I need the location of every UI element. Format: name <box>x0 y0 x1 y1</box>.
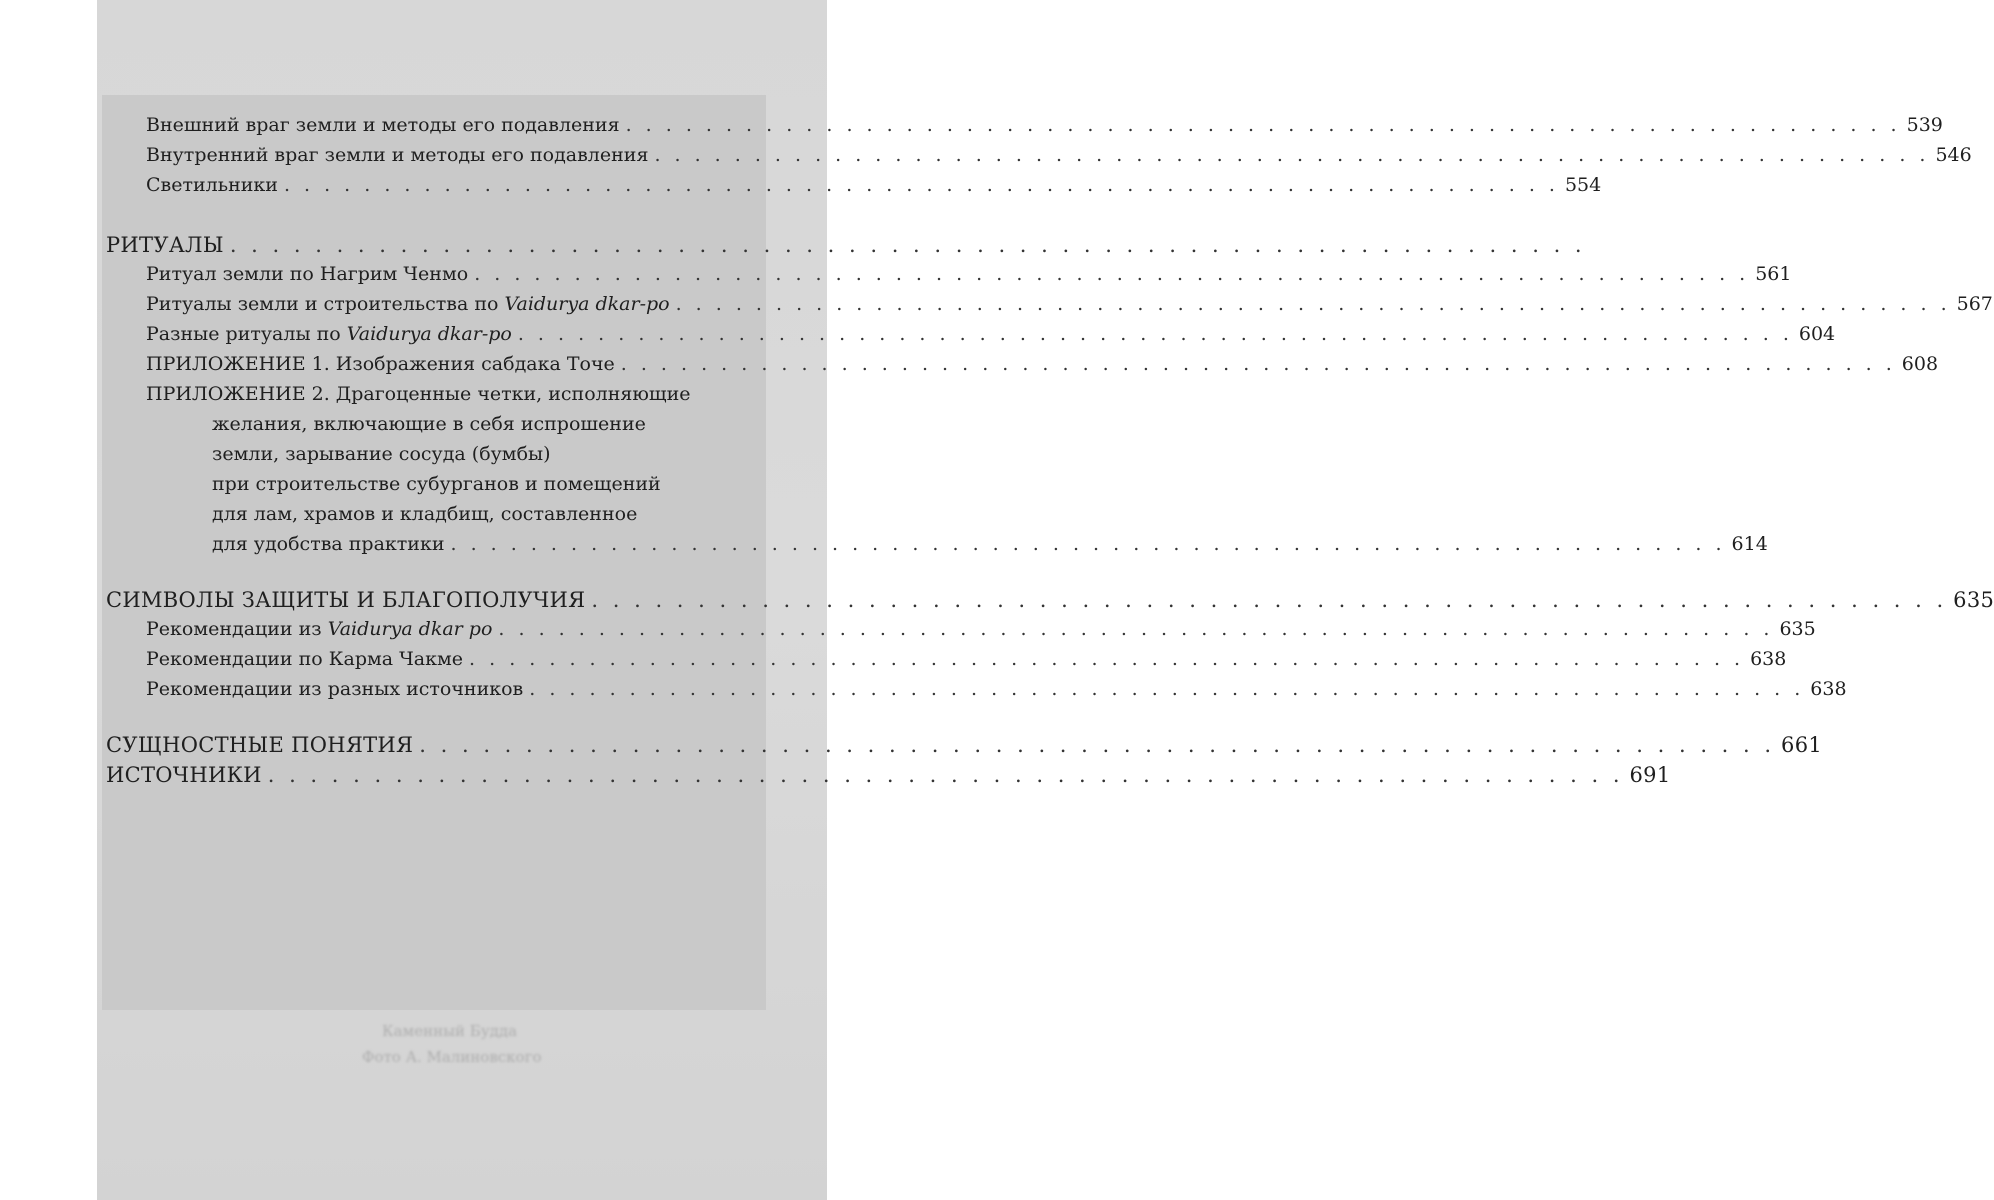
toc-section-symbols <box>106 588 1994 618</box>
toc-entry <box>146 678 1847 708</box>
section-title: СУЩНОСТНЫЕ ПОНЯТИЯ <box>106 733 414 757</box>
toc-entry-page: 546 <box>1935 144 1972 166</box>
section-page: 635 <box>1953 588 1994 612</box>
toc-entry-title: Внутренний враг земли и методы его подавления <box>146 144 649 166</box>
dot-leader <box>498 618 1773 640</box>
toc-entry <box>146 174 1602 204</box>
toc-entry-page: 567 <box>1956 293 1993 315</box>
toc-entry-page: 604 <box>1798 323 1836 345</box>
toc-entry-page: 561 <box>1755 263 1792 285</box>
section-page: 661 <box>1781 733 1823 757</box>
toc-entry <box>146 263 1792 293</box>
toc-entry-continuation: земли, зарывание сосуда (бумбы) <box>212 443 551 465</box>
toc-entry <box>146 144 1972 174</box>
toc-entry-page: 635 <box>1779 618 1816 640</box>
dot-leader <box>284 174 1559 196</box>
toc-entry-continuation: при строительстве субурганов и помещений <box>212 473 661 495</box>
toc-entry-title: Ритуал земли по Нагрим Ченмо <box>146 263 469 285</box>
bleed-caption-2: Фото А. Малиновского <box>362 1048 542 1066</box>
toc-entry-continuation: для лам, храмов и кладбищ, составленное <box>212 503 638 525</box>
toc-entry <box>146 618 1816 648</box>
toc-entry-title: для удобства практики <box>212 533 445 555</box>
toc-entry-page: 608 <box>1901 353 1939 375</box>
toc-entry <box>146 648 1787 678</box>
toc-entry-page: 638 <box>1810 678 1847 700</box>
toc-entry-continuation: желания, включающие в себя испрошение <box>212 413 646 435</box>
section-title: СИМВОЛЫ ЗАЩИТЫ И БЛАГОПОЛУЧИЯ <box>106 588 586 612</box>
toc-entry-title: Рекомендации из Vaidurya dkar po <box>146 618 493 640</box>
toc-section-concepts <box>106 733 1823 763</box>
section-page: 691 <box>1629 763 1671 787</box>
toc-section-rituals <box>106 233 762 263</box>
toc-entry-title: Ритуалы земли и строительства по Vaidurya dkar-po <box>146 293 670 315</box>
section-title: РИТУАЛЫ <box>106 233 224 257</box>
dot-leader <box>621 353 1896 375</box>
section-title: ИСТОЧНИКИ <box>106 763 262 787</box>
dot-leader <box>518 323 1793 345</box>
toc-entry-continuation <box>212 533 1768 563</box>
toc-entry-page: 614 <box>1731 533 1768 555</box>
toc-section-sources <box>106 763 1671 793</box>
dot-leader <box>676 293 1951 315</box>
toc-entry-appendix2 <box>146 383 762 413</box>
toc-entry-title: Светильники <box>146 174 278 196</box>
dot-leader <box>451 533 1726 555</box>
toc-entry-page: 638 <box>1750 648 1787 670</box>
toc-entry-title: ПРИЛОЖЕНИЕ 1. Изображения сабдака Точе <box>146 353 615 375</box>
toc-entry <box>146 293 1993 323</box>
toc-entry <box>146 353 1939 383</box>
toc-entry <box>146 323 1836 353</box>
toc-entry-page: 539 <box>1906 114 1943 136</box>
dot-leader <box>591 588 1947 612</box>
toc-entry-title: ПРИЛОЖЕНИЕ 2. Драгоценные четки, исполняющие <box>146 383 691 405</box>
toc-entry-title: Рекомендации из разных источников <box>146 678 524 700</box>
toc-entry-title: Рекомендации по Карма Чакме <box>146 648 464 670</box>
dot-leader <box>469 648 1744 670</box>
dot-leader <box>626 114 1901 136</box>
dot-leader <box>230 233 1586 257</box>
dot-leader <box>474 263 1749 285</box>
dot-leader <box>268 763 1624 787</box>
dot-leader <box>419 733 1775 757</box>
toc-entry-title: Разные ритуалы по Vaidurya dkar-po <box>146 323 512 345</box>
toc-entry-page: 554 <box>1564 174 1602 196</box>
bleed-caption-1: Каменный Будда <box>382 1022 518 1040</box>
dot-leader <box>529 678 1804 700</box>
toc-entry <box>146 114 1943 144</box>
dot-leader <box>654 144 1929 166</box>
toc-entry-title: Внешний враг земли и методы его подавления <box>146 114 620 136</box>
